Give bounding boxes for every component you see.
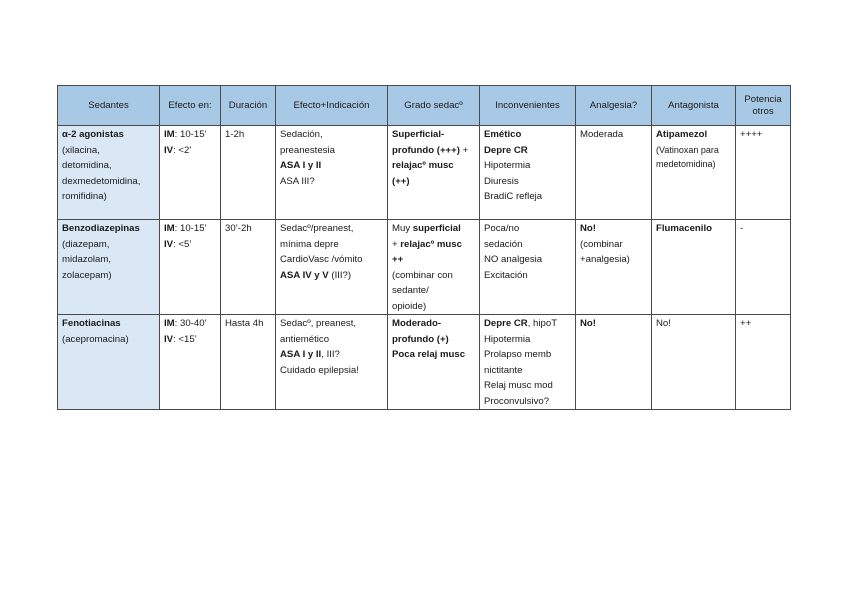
cell-analgesia: [576, 220, 652, 315]
bold-text: Flumacenilo: [656, 223, 712, 234]
analgesia-line: +analgesia): [580, 254, 630, 265]
drug-example: zolacepam): [62, 269, 112, 281]
cell-grado: [388, 315, 480, 410]
header-duracion: Duración: [221, 86, 276, 126]
indicacion-line: preanestesia: [280, 144, 335, 156]
bold-text: Depre CR: [484, 144, 528, 156]
grado-line: [392, 332, 475, 348]
drug-class-bold: Fenotiacinas: [62, 318, 121, 329]
onset-line: IV: <5’: [164, 238, 192, 250]
cell-duracion: [221, 220, 276, 315]
cell-analgesia: [576, 315, 652, 410]
drug-example: detomidina,: [62, 160, 112, 171]
bold-text: (++): [392, 175, 410, 187]
grado-line: + relajacº musc: [392, 238, 462, 250]
cell-potencia: [736, 220, 791, 315]
bold-text: No!: [580, 318, 596, 329]
header-efecto: Efecto en:: [160, 86, 221, 126]
inconvenientes-line: sedación: [484, 238, 523, 250]
header-analgesia: Analgesia?: [576, 86, 652, 126]
antagonista-line: [656, 127, 731, 143]
antagonista-line: medetomidina): [656, 158, 716, 169]
potency-value: -: [740, 223, 744, 234]
analgesia-line: [580, 316, 647, 332]
cell-duracion: [221, 126, 276, 220]
grado-line: [392, 158, 475, 174]
route-label: IM: [164, 318, 175, 329]
inconvenientes-line: Diuresis: [484, 175, 519, 187]
route-label: IM: [164, 129, 175, 140]
cell-sedante: [58, 220, 160, 315]
header-indicacion: Efecto+Indicación: [276, 86, 388, 126]
indicacion-line: CardioVasc /vómito: [280, 254, 363, 265]
inconvenientes-line: Relaj musc mod: [484, 380, 553, 391]
inconvenientes-line: Hipotermia: [484, 160, 531, 171]
header-sedantes: Sedantes: [58, 86, 160, 126]
cell-potencia: [736, 126, 791, 220]
sedatives-table: [57, 85, 791, 410]
indicacion-line: ASA I y II, III?: [280, 349, 340, 360]
analgesia-line: Moderada: [580, 129, 624, 140]
cell-analgesia: [576, 126, 652, 220]
antagonista-line: [656, 221, 731, 237]
inconvenientes-line: Prolapso memb: [484, 349, 552, 360]
indicacion-line: ASA III?: [280, 175, 315, 187]
analgesia-line: [580, 221, 647, 237]
drug-example: romifidina): [62, 191, 107, 202]
route-label: IV: [164, 333, 174, 345]
grado-line: [392, 347, 475, 363]
analgesia-line: (combinar: [580, 238, 623, 250]
cell-antagonista: [652, 315, 736, 410]
grado-line: [392, 127, 475, 143]
cell-sedante: [58, 315, 160, 410]
grado-line: (combinar con: [392, 269, 453, 281]
header-inconvenientes: Inconvenientes: [480, 86, 576, 126]
cell-grado: [388, 220, 480, 315]
bold-text: relajacº musc: [400, 238, 462, 250]
bold-text: Superficial-: [392, 129, 445, 140]
bold-text: ASA I y II: [280, 349, 322, 360]
cell-inconvenientes: [480, 220, 576, 315]
antagonista-line: (Vatinoxan para: [656, 144, 719, 155]
bold-text: superficial: [412, 223, 461, 234]
inconvenientes-line: Poca/no: [484, 223, 520, 234]
cell-inconvenientes: [480, 315, 576, 410]
grado-line: [392, 174, 475, 190]
drug-class-bold: Benzodiazepinas: [62, 223, 140, 234]
onset-line: IM: 30-40’: [164, 318, 207, 329]
grado-line: [392, 252, 475, 268]
grado-line: [392, 316, 475, 332]
inconvenientes-line: BradiC refleja: [484, 191, 543, 202]
indicacion-line: Cuidado epilepsia!: [280, 364, 359, 376]
cell-efecto: [160, 126, 221, 220]
drug-example: midazolam,: [62, 254, 112, 265]
grado-line: Muy superficial: [392, 223, 461, 234]
route-label: IV: [164, 238, 174, 250]
duration-value: 1-2h: [225, 129, 245, 140]
bold-text: profundo (+): [392, 333, 449, 345]
inconvenientes-line: Excitación: [484, 269, 528, 281]
inconvenientes-line: Proconvulsivo?: [484, 395, 550, 407]
cell-sedante: [58, 126, 160, 220]
bold-text: relajacº musc: [392, 160, 454, 171]
header-grado: Grado sedacº: [388, 86, 480, 126]
bold-text: Emético: [484, 129, 522, 140]
bold-text: ASA IV y V: [280, 269, 329, 281]
indicacion-line: Sedacº/preanest,: [280, 223, 354, 234]
header-potencia: Potencia otros: [736, 86, 791, 126]
drug-class-name: [62, 221, 155, 237]
drug-example: dexmedetomidina,: [62, 175, 141, 187]
bold-text: No!: [580, 223, 596, 234]
indicacion-line: Sedacº, preanest,: [280, 318, 357, 329]
cell-antagonista: [652, 220, 736, 315]
grado-line: sedante/: [392, 285, 429, 296]
potency-value: ++++: [740, 129, 763, 140]
route-label: IV: [164, 144, 174, 156]
cell-indicacion: [276, 315, 388, 410]
cell-antagonista: [652, 126, 736, 220]
onset-line: IM: 10-15’: [164, 129, 207, 140]
bold-text: Depre CR: [484, 318, 528, 329]
cell-duracion: [221, 315, 276, 410]
cell-indicacion: [276, 126, 388, 220]
inconvenientes-line: Hipotermia: [484, 333, 531, 345]
route-label: IM: [164, 223, 175, 234]
cell-efecto: [160, 315, 221, 410]
table-header-row: [58, 86, 791, 126]
inconvenientes-line: Depre CR, hipoT: [484, 318, 558, 329]
header-antagonista: Antagonista: [652, 86, 736, 126]
bold-text: Moderado-: [392, 318, 442, 329]
drug-example: (acepromacina): [62, 333, 129, 345]
drug-class-name: [62, 127, 155, 143]
table-row: [58, 315, 791, 410]
antagonista-line: No!: [656, 318, 671, 329]
indicacion-line: Sedación,: [280, 129, 323, 140]
cell-indicacion: [276, 220, 388, 315]
grado-line: opioide): [392, 300, 427, 312]
grado-line: profundo (+++) +: [392, 144, 469, 156]
bold-text: profundo (+++): [392, 144, 460, 156]
duration-value: Hasta 4h: [225, 318, 264, 329]
cell-efecto: [160, 220, 221, 315]
inconvenientes-line: NO analgesia: [484, 254, 543, 265]
drug-class-bold: α-2 agonistas: [62, 129, 124, 140]
table-row: [58, 126, 791, 220]
cell-inconvenientes: [480, 126, 576, 220]
indicacion-line: ASA IV y V (III?): [280, 269, 352, 281]
inconvenientes-line: [484, 127, 571, 143]
inconvenientes-line: nictitante: [484, 364, 523, 376]
onset-line: IV: <2’: [164, 144, 192, 156]
indicacion-line: [280, 158, 383, 174]
drug-example: (xilacina,: [62, 144, 100, 156]
indicacion-line: antiemético: [280, 333, 330, 345]
bold-text: Poca relaj musc: [392, 349, 466, 360]
indicacion-line: mínima depre: [280, 238, 339, 250]
onset-line: IM: 10-15’: [164, 223, 207, 234]
table-row: [58, 220, 791, 315]
duration-value: 30’-2h: [225, 223, 252, 234]
cell-potencia: [736, 315, 791, 410]
potency-value: ++: [740, 318, 752, 329]
bold-text: ++: [392, 254, 404, 265]
drug-class-name: [62, 316, 155, 332]
drug-example: (diazepam,: [62, 238, 110, 250]
cell-grado: [388, 126, 480, 220]
bold-text: ASA I y II: [280, 160, 322, 171]
onset-line: IV: <15’: [164, 333, 197, 345]
inconvenientes-line: [484, 143, 571, 159]
bold-text: Atipamezol: [656, 129, 708, 140]
document-page: [57, 85, 791, 410]
